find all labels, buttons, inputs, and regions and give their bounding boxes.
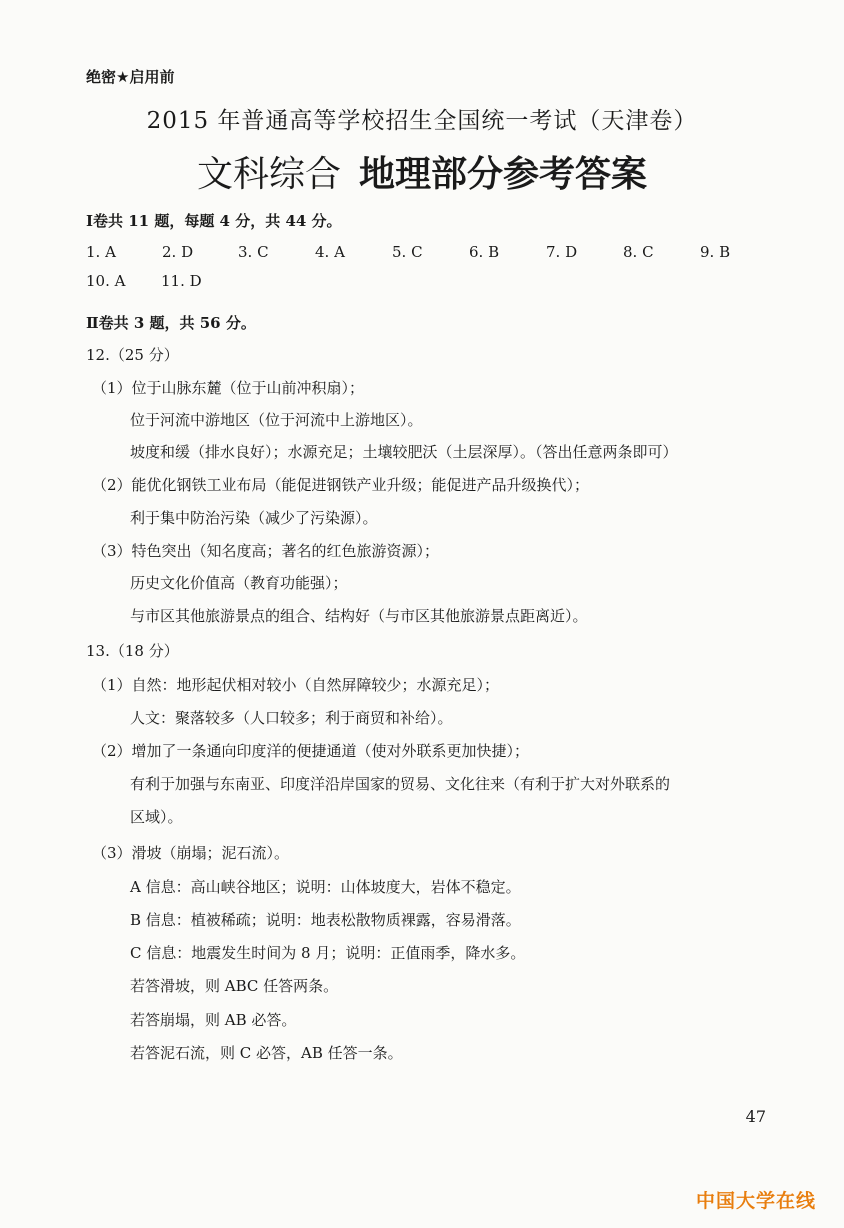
answer-item: 11. D <box>161 272 202 290</box>
section2-heading: Ⅱ卷共 3 题，共 56 分。 <box>86 314 256 332</box>
answer-line: 若答泥石流，则 C 必答，AB 任答一条。 <box>130 1044 403 1062</box>
answer-line: 人文：聚落较多（人口较多；利于商贸和补给）。 <box>130 709 453 727</box>
answer-item: 2. D <box>162 243 194 261</box>
question-13-header: 13.（18 分） <box>86 642 179 660</box>
answer-line: 若答滑坡，则 ABC 任答两条。 <box>130 977 339 995</box>
answer-line: C 信息：地震发生时间为 8 月；说明：正值雨季，降水多。 <box>130 944 526 962</box>
answer-line: （2）增加了一条通向印度洋的便捷通道（使对外联系更加快捷）； <box>92 742 530 760</box>
section1-heading: Ⅰ卷共 11 题，每题 4 分，共 44 分。 <box>86 212 342 230</box>
answer-line: （2）能优化钢铁工业布局（能促进钢铁产业升级；能促进产品升级换代）； <box>92 476 590 494</box>
answer-item: 9. B <box>700 243 731 261</box>
answer-line: A 信息：高山峡谷地区；说明：山体坡度大，岩体不稳定。 <box>130 878 521 896</box>
answer-line: （1）自然：地形起伏相对较小（自然屏障较少；水源充足）； <box>92 676 500 694</box>
site-watermark: 中国大学在线 <box>695 1190 816 1212</box>
document-title <box>0 146 844 197</box>
subject-title: 文科综合 <box>196 154 341 195</box>
answer-line: 利于集中防治污染（减少了污染源）。 <box>130 509 378 527</box>
answer-item: 8. C <box>623 243 654 261</box>
answer-line: 位于河流中游地区（位于河流中上游地区）。 <box>130 411 423 429</box>
question-12-header: 12.（25 分） <box>86 346 179 364</box>
answer-item: 10. A <box>86 272 126 290</box>
answer-item: 1. A <box>86 243 116 261</box>
answer-line: 若答崩塌，则 AB 必答。 <box>130 1011 297 1029</box>
answer-line: 坡度和缓（排水良好）；水源充足；土壤较肥沃（土层深厚）。（答出任意两条即可） <box>130 443 678 461</box>
answer-line: （3）特色突出（知名度高；著名的红色旅游资源）； <box>92 542 440 560</box>
answer-item: 3. C <box>238 243 269 261</box>
answer-line: 区域）。 <box>130 808 183 826</box>
answer-line: 历史文化价值高（教育功能强）； <box>130 574 348 592</box>
answer-line: （3）滑坡（崩塌；泥石流）。 <box>92 844 290 862</box>
page-number: 47 <box>745 1107 766 1126</box>
answer-item: 7. D <box>546 243 578 261</box>
answer-line: 有利于加强与东南亚、印度洋沿岸国家的贸易、文化往来（有利于扩大对外联系的 <box>130 775 671 793</box>
answer-item: 5. C <box>392 243 423 261</box>
classification-label: 绝密★启用前 <box>86 68 175 86</box>
answer-line: 与市区其他旅游景点的组合、结构好（与市区其他旅游景点距离近）。 <box>130 607 588 625</box>
answer-key-title: 地理部分参考答案 <box>359 154 648 195</box>
answer-line: （1）位于山脉东麓（位于山前冲积扇）； <box>92 379 365 397</box>
answer-item: 4. A <box>315 243 345 261</box>
exam-title: 2015 年普通高等学校招生全国统一考试（天津卷） <box>146 108 698 134</box>
answer-line: B 信息：植被稀疏；说明：地表松散物质裸露，容易滑落。 <box>130 911 521 929</box>
answer-item: 6. B <box>469 243 500 261</box>
